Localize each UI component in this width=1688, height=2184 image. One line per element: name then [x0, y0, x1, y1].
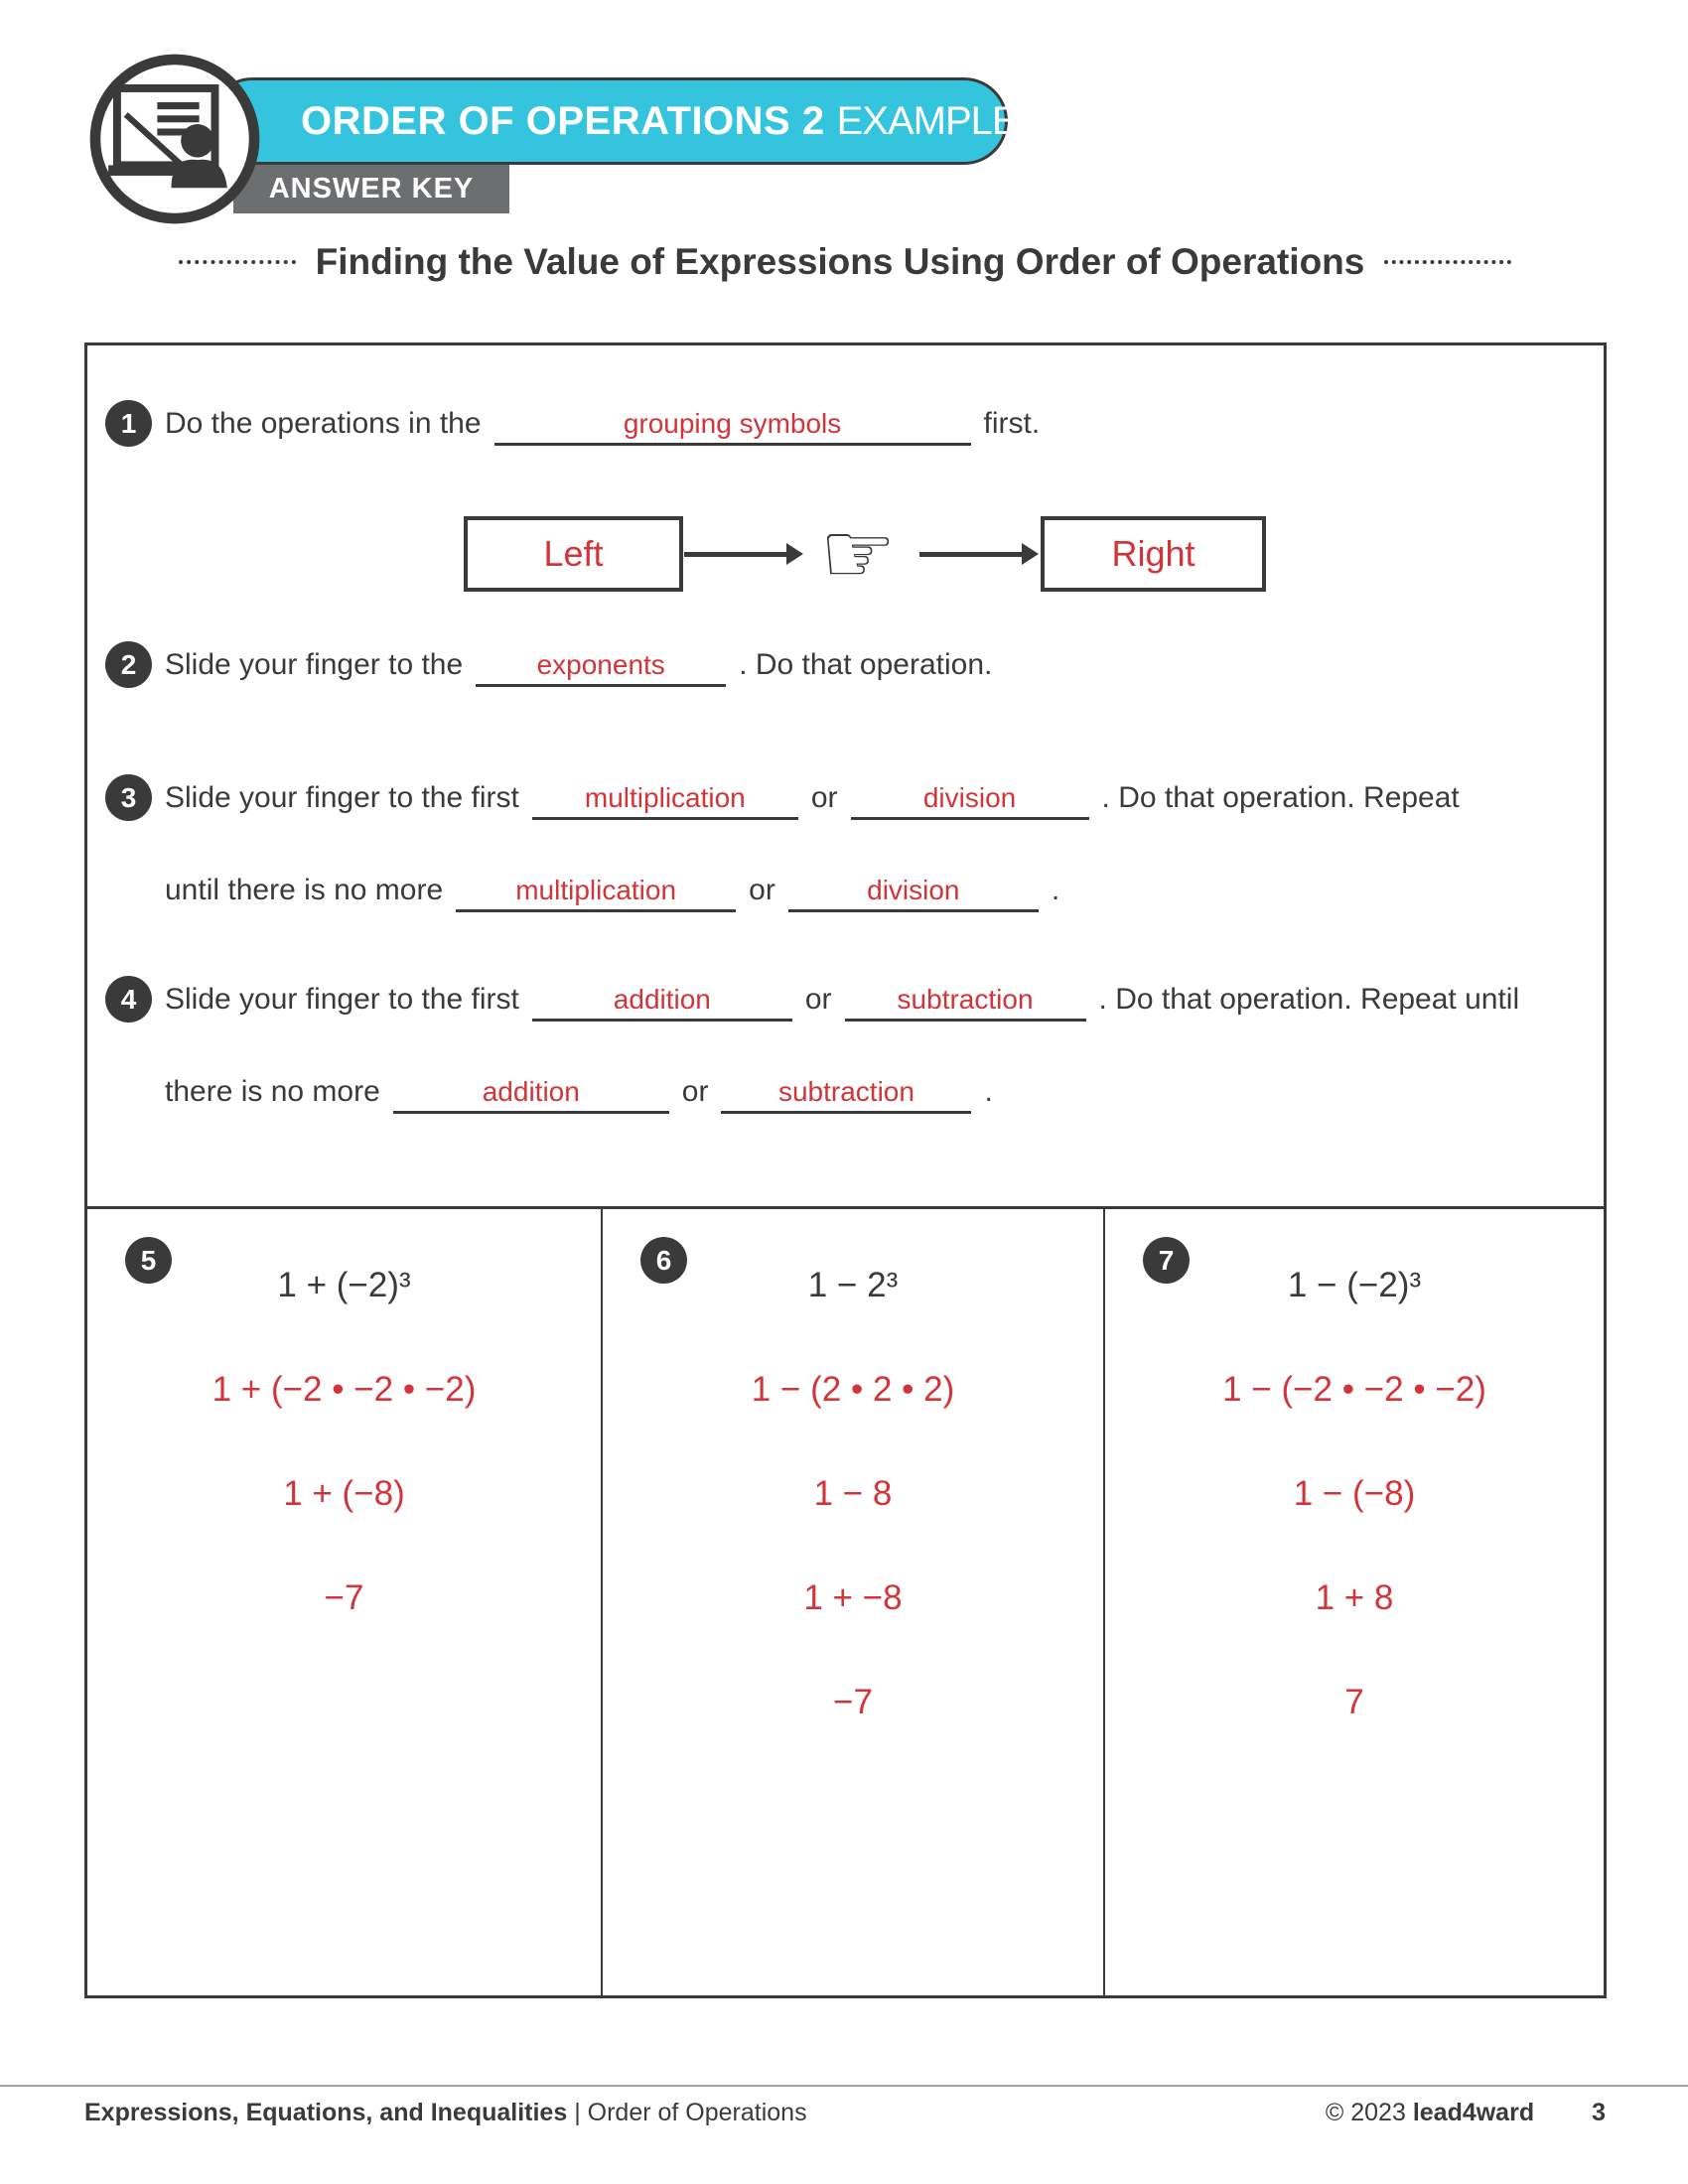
- example-work-step: 1 + (−8): [283, 1474, 405, 1513]
- banner-title: ORDER OF OPERATIONS 2: [301, 98, 825, 143]
- left-right-diagram: [87, 504, 1604, 604]
- footer-copyright: [1326, 2099, 1534, 2127]
- step-number-badge: 3: [105, 774, 152, 821]
- step-text: or: [681, 1075, 709, 1108]
- step-text: or: [810, 780, 838, 814]
- step-text: Slide your finger to the first: [165, 982, 519, 1016]
- step-text: there is no more: [165, 1075, 380, 1108]
- answer-blank: division: [788, 875, 1039, 912]
- teacher-presenting-icon: [87, 52, 262, 226]
- answer-key-badge: ANSWER KEY: [233, 165, 509, 213]
- step-text: Slide your finger to the first: [165, 780, 519, 814]
- answer-blank: addition: [532, 984, 792, 1022]
- answer-blank: subtraction: [721, 1076, 971, 1114]
- pointing-hand-icon: ☞: [819, 504, 897, 604]
- answer-blank: grouping symbols: [494, 408, 971, 446]
- step-1-line-1: [105, 400, 1590, 464]
- right-arrow-icon: [919, 552, 1023, 557]
- example-cell-7: [1103, 1209, 1604, 1995]
- step-2-line-1: [105, 641, 1590, 705]
- copyright-year: © 2023: [1325, 2099, 1406, 2126]
- example-work-step: 1 + (−2 • −2 • −2): [211, 1370, 477, 1409]
- dotted-rule-right: [1384, 260, 1511, 264]
- example-work-step: 1 − (2 • 2 • 2): [751, 1370, 955, 1409]
- step-number-badge: 1: [105, 400, 152, 447]
- page-number: 3: [1592, 2099, 1606, 2126]
- answer-blank: addition: [393, 1076, 669, 1114]
- step-4-line-1: [105, 976, 1590, 1039]
- example-work-step: 1 − (−8): [1293, 1474, 1416, 1513]
- step-3-line-2: [105, 874, 1590, 937]
- example-work-step: −7: [324, 1578, 364, 1617]
- example-cell-6: [601, 1209, 1103, 1995]
- example-cell-5: [87, 1209, 601, 1995]
- answer-blank: multiplication: [456, 875, 736, 912]
- step-number-badge: 2: [105, 641, 152, 688]
- footer-unit-title: Expressions, Equations, and Inequalities: [84, 2099, 568, 2126]
- example-problem: 1 − (−2)³: [1287, 1266, 1422, 1304]
- step-text: or: [749, 874, 775, 906]
- step-text: . Do that operation.: [739, 647, 993, 681]
- step-text: Slide your finger to the: [165, 647, 464, 681]
- example-number-badge: 6: [640, 1237, 687, 1284]
- right-label: Right: [1111, 533, 1196, 574]
- left-label: Left: [543, 533, 604, 574]
- right-arrow-icon: [684, 552, 787, 557]
- step-4-line-2: [105, 1075, 1590, 1139]
- footer-breadcrumb: [84, 2099, 807, 2127]
- worksheet-main-box: [84, 342, 1607, 1998]
- footer-separator: |: [574, 2099, 581, 2126]
- dotted-rule-left: [179, 260, 296, 264]
- step-text: until there is no more: [165, 874, 444, 906]
- footer: [84, 2099, 1606, 2127]
- step-3-line-1: [105, 774, 1590, 838]
- example-work-step: 1 − (−2 • −2 • −2): [1222, 1370, 1486, 1409]
- header-banner: [209, 77, 1044, 165]
- answer-blank: division: [851, 782, 1089, 820]
- answer-blank: multiplication: [532, 782, 798, 820]
- example-work-step: −7: [833, 1683, 873, 1721]
- footer-rule: [0, 2085, 1688, 2087]
- step-text: Do the operations in the: [165, 406, 482, 440]
- step-text: first.: [983, 406, 1041, 440]
- example-number-badge: 7: [1143, 1237, 1190, 1284]
- arrowhead-icon: [1022, 543, 1039, 565]
- banner-subtitle: EXAMPLES: [836, 98, 1044, 143]
- step-number-badge: 4: [105, 976, 152, 1023]
- footer-right: [1326, 2099, 1606, 2127]
- step-text: . Do that operation. Repeat until: [1098, 982, 1520, 1016]
- brand-name: lead4ward: [1412, 2099, 1535, 2126]
- answer-blank: subtraction: [845, 984, 1086, 1022]
- example-work-step: 7: [1344, 1683, 1364, 1721]
- page-title-row: [84, 238, 1606, 286]
- example-work-step: 1 − 8: [813, 1474, 893, 1513]
- step-text: or: [804, 982, 832, 1016]
- example-problem: 1 − 2³: [807, 1266, 899, 1304]
- page-title: Finding the Value of Expressions Using Order of Operations: [315, 241, 1365, 282]
- left-box: [464, 516, 683, 592]
- footer-topic: Order of Operations: [587, 2099, 807, 2126]
- answer-blank: exponents: [476, 649, 726, 687]
- example-work-step: 1 + 8: [1315, 1578, 1394, 1617]
- example-work-step: 1 + −8: [803, 1578, 903, 1617]
- step-text: .: [1051, 874, 1060, 906]
- example-number-badge: 5: [125, 1237, 172, 1284]
- examples-section: [87, 1209, 1604, 1995]
- example-problem: 1 + (−2)³: [277, 1266, 411, 1304]
- right-box: [1041, 516, 1266, 592]
- step-text: .: [984, 1075, 993, 1108]
- step-text: . Do that operation. Repeat: [1101, 780, 1460, 814]
